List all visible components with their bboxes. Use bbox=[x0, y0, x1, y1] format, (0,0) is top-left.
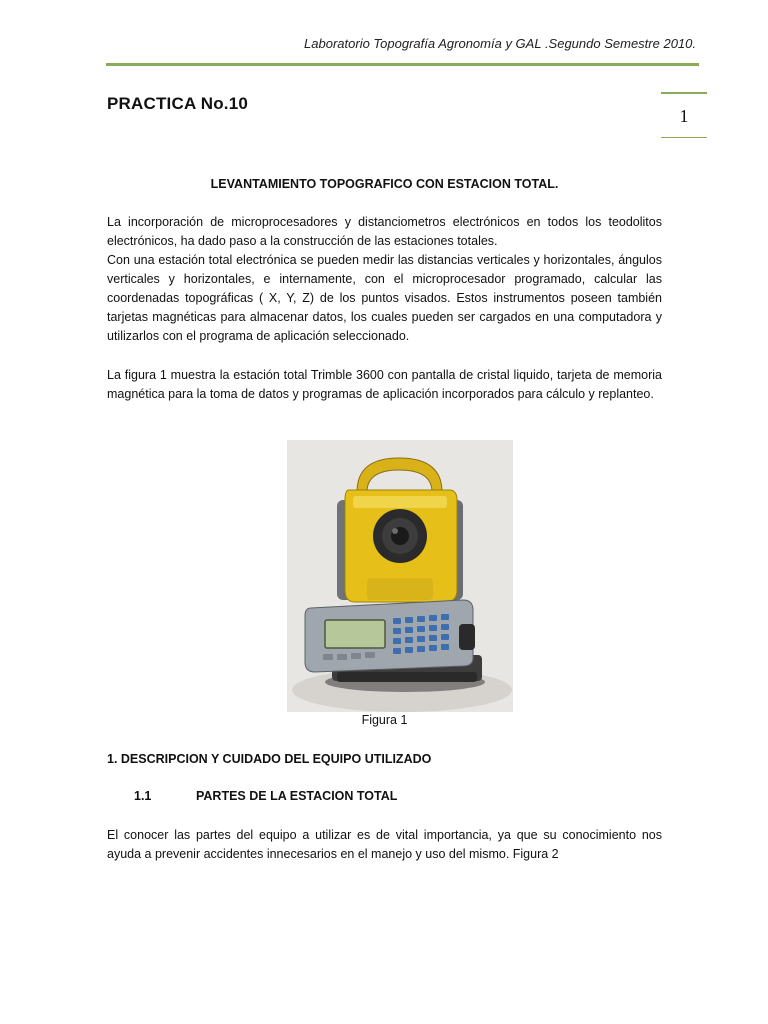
figure-caption: Figura 1 bbox=[361, 713, 408, 727]
section-subtitle: LEVANTAMIENTO TOPOGRAFICO CON ESTACION TOTAL. bbox=[210, 177, 559, 191]
running-header: Laboratorio Topografía Agronomía y GAL .Segundo Semestre 2010. bbox=[304, 36, 696, 51]
section-heading-1-1 bbox=[134, 789, 397, 803]
section-number: 1.1 bbox=[134, 789, 152, 803]
page-number-rule-bottom bbox=[661, 137, 707, 138]
total-station-illustration bbox=[287, 440, 513, 712]
section-heading-1: 1. DESCRIPCION Y CUIDADO DEL EQUIPO UTILIZADO bbox=[107, 752, 432, 766]
paragraph-parts: El conocer las partes del equipo a utilizar es de vital importancia, ya que su conocimiento nos ayuda a prevenir accidentes innecesarios en el manejo y uso del mismo. Figura 2 bbox=[107, 828, 662, 861]
section-title: PARTES DE LA ESTACION TOTAL bbox=[196, 789, 398, 803]
paragraph-intro: La incorporación de microprocesadores y distanciometros electrónicos en todos los teodolitos electrónicos, ha dado paso a la construcción de las estaciones totales. bbox=[107, 215, 662, 248]
paragraph-figure-ref: La figura 1 muestra la estación total Trimble 3600 con pantalla de cristal liquido, tarjeta de memoria magnética para la toma de datos y programas de aplicación incorporados para cálculo y replanteo. bbox=[107, 368, 662, 401]
total-station-photo bbox=[287, 440, 513, 712]
page-number-rule-top bbox=[661, 92, 707, 94]
page-number: 1 bbox=[679, 106, 689, 126]
page-title: PRACTICA No.10 bbox=[107, 94, 249, 113]
paragraph-description: Con una estación total electrónica se pueden medir las distancias verticales y horizontales, ángulos verticales y horizontales, e internamente, con el microprocesador programado, calcular las coordenadas topográficas ( X, Y, Z) de los puntos visados. Estos instrumentos poseen también tarjetas magnéticas para almacenar datos, los cuales pueden ser cargados en una computadora y utilizarlos con el programa de aplicación seleccionado. bbox=[107, 253, 662, 343]
header-rule bbox=[106, 63, 699, 66]
